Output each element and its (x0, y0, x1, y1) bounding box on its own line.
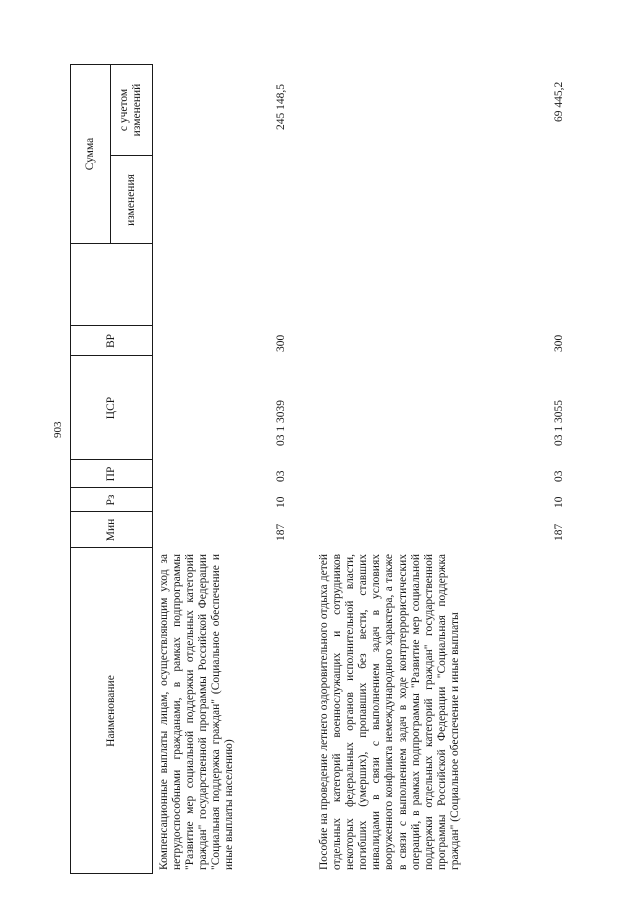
header-sum: Сумма (83, 137, 96, 171)
row-1-with-changes: 245 148,5 (275, 84, 287, 130)
row-2-pr: 03 (553, 470, 565, 482)
header-bottom-border (152, 64, 153, 874)
budget-table (70, 64, 580, 874)
header-rz: Рз (104, 494, 117, 506)
row-2-vr: 300 (553, 334, 565, 352)
row-1-csr: 03 1 3039 (275, 400, 287, 446)
row-2-rz: 10 (553, 496, 565, 508)
row-2-csr: 03 1 3055 (553, 400, 565, 446)
row-2-name: Пособие на проведение летнего оздоровительного отдыха детей отдельных категорий военнослужащих и сотрудников некоторых федеральных органов исполнительной власти, погибших (умерших), пропавших без вести, ставших инвалидами в связи с выполнением задач в условиях вооруженного конфликта немеждународного характера, а также в связи с выполнением задач в ходе контртеррористических операций, в рамках подпрограммы "Развитие мер социальной поддержки отдельных категорий граждан" государственной программы Российской Федерации "Социальная поддержка граждан" (Социальное обеспечение и иные выплаты (318, 554, 461, 870)
row-1-name: Компенсационные выплаты лицам, осуществляющим уход за нетрудоспособными гражданами, в рамках подпрограммы "Развитие мер социальной поддержки отдельных категорий граждан" государственной программы Российской Федерации "Социальная поддержка граждан" (Социальное обеспечение и иные выплаты населению) (158, 554, 236, 870)
header-pr: ПР (104, 466, 117, 482)
header-changes: изменения (124, 174, 137, 226)
header-with-changes: с учетом изменений (118, 83, 143, 137)
header-csr: ЦСР (104, 396, 117, 420)
header-vr: ВР (104, 333, 117, 349)
row-2-with-changes: 69 445,2 (553, 81, 565, 122)
row-1-vr: 300 (275, 334, 287, 352)
row-2-min: 187 (553, 523, 565, 541)
header-min: Мин (104, 518, 117, 542)
rotated-page (70, 64, 580, 874)
row-1-min: 187 (275, 523, 287, 541)
row-1-rz: 10 (275, 496, 287, 508)
row-1-pr: 03 (275, 470, 287, 482)
page-number: 903 (52, 421, 64, 438)
header-name: Наименование (104, 675, 117, 747)
